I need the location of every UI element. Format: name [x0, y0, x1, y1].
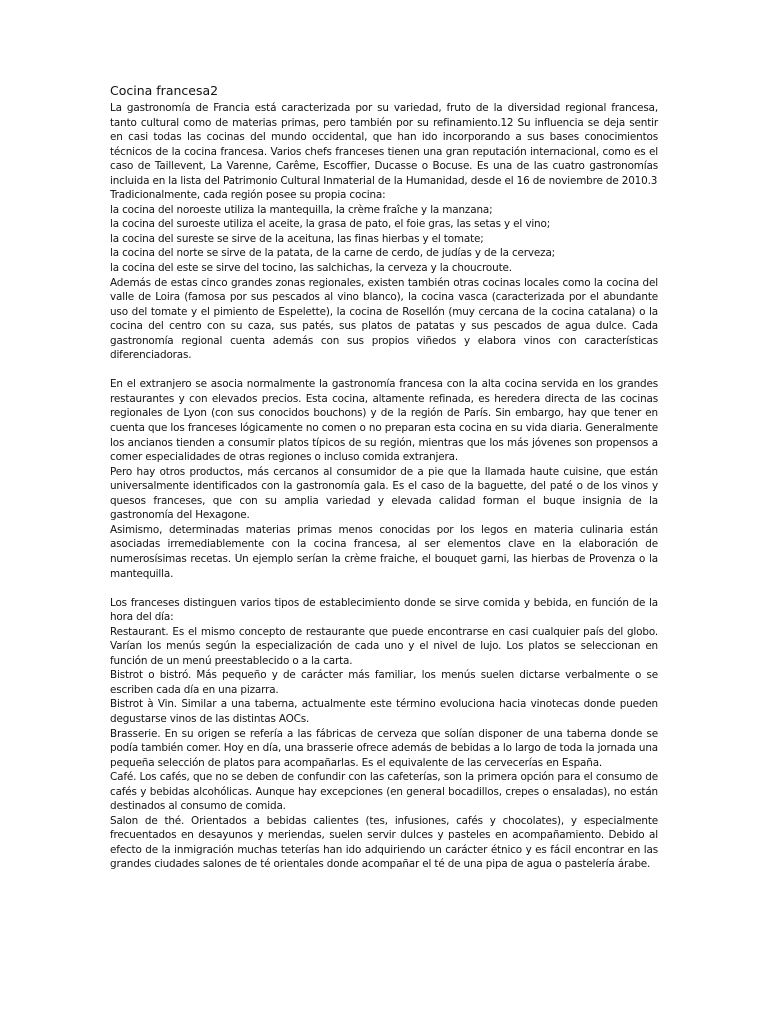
paragraph-region-southeast: la cocina del sureste se sirve de la aceituna, las finas hierbas y el tomate; — [110, 232, 484, 245]
paragraph-regions-intro: Tradicionalmente, cada región posee su propia cocina: — [110, 189, 386, 202]
paragraph-region-southwest: la cocina del suroeste utiliza el aceite, la grasa de pato, el foie gras, las setas y el vino; — [110, 218, 551, 231]
paragraph-bistrot: Bistrot o bistró. Más pequeño y de carácter más familiar, los menús suelen dictarse verbalmente o se escriben cada día en una pizarra. — [110, 669, 658, 696]
paragraph-establishments-intro: Los franceses distinguen varios tipos de establecimiento donde se sirve comida y bebida, en función de la hora del día: — [110, 596, 658, 624]
paragraph-bistrot-a-vin: Bistrot à Vin. Similar a una taberna, actualmente este término evoluciona hacia vinotecas donde pueden degustarse vinos de las distintas AOCs. — [110, 698, 658, 725]
paragraph-brasserie: Brasserie. En su origen se refería a las fábricas de cerveza que solían disponer de una taberna donde se podía también comer. Hoy en día, una brasserie ofrece además de bebidas a lo largo de toda la jornada una pequeña selección de platos para acompañarlas. Es el equivalente de las cervecerías en España. — [110, 727, 659, 769]
paragraph-cafe: Café. Los cafés, que no se deben de confundir con las cafeterías, son la primera opción para el consumo de cafés y bebidas alcohólicas. Aunque hay excepciones (en general bocadillos, crepes o ensaladas), no están destinados al consumo de comida. — [110, 771, 658, 813]
paragraph-region-east: la cocina del este se sirve del tocino, las salchichas, la cerveza y la choucroute. — [110, 262, 512, 275]
paragraph-salon-de-the: Salon de thé. Orientados a bebidas calientes (tes, infusiones, cafés y chocolates), y especialmente frecuentados en desayunos y meriendas, suelen servir dulces y pasteles en acompañamiento. Debido al efecto de la inmigración muchas teterías han ido adquiriendo un carácter étnico y es fácil encontrar en las grandes ciudades salones de té orientales donde acompañar el té de una pipa de agua o pastelería árabe. — [110, 814, 658, 871]
document-title: Cocina francesa2 — [110, 83, 219, 98]
document-page — [110, 83, 658, 872]
paragraph-abroad: En el extranjero se asocia normalmente la gastronomía francesa con la alta cocina servida en los grandes restaurantes y con elevados precios. Esta cocina, altamente refinada, es heredera directa de las cocinas regionales de Lyon (con sus conocidos bouchons) y de la región de París. Sin embargo, hay que tener en cuenta que los franceses lógicamente no comen o no preparan esta cocina en su vida diaria. Generalmente los ancianos tienden a consumir platos típicos de su región, mientras que los más jóvenes son propensos a comer especialidades de otras regiones o incluso comida extranjera. — [110, 378, 658, 464]
paragraph-products: Pero hay otros productos, más cercanos al consumidor de a pie que la llamada haute cuisine, que están universalmente identificados con la gastronomía gala. Es el caso de la baguette, del paté o de los vinos y quesos franceses, que con su amplia variedad y elevada calidad forman el buque insignia de la gastronomía del Hexagone. — [110, 465, 658, 522]
blank-line — [110, 581, 658, 596]
paragraph-restaurant: Restaurant. Es el mismo concepto de restaurante que puede encontrarse en casi cualquier país del globo. Varían los menús según la especialización de cada uno y el nivel de lujo. Los platos se seleccionan en función de un menú preestablecido o a la carta. — [110, 625, 658, 667]
paragraph-region-northwest: la cocina del noroeste utiliza la mantequilla, la crème fraîche y la manzana; — [110, 203, 493, 216]
paragraph-intro: La gastronomía de Francia está caracterizada por su variedad, fruto de la diversidad regional francesa, tanto cultural como de materias primas, pero también por su refinamiento.12 Su influencia se deja sentir en casi todas las cocinas del mundo occidental, que han ido incorporando a sus bases conocimientos técnicos de la cocina francesa. Varios chefs franceses tienen una gran reputación internacional, como es el caso de Taillevent, La Varenne, Carême, Escoffier, Ducasse o Bocuse. Es una de las cuatro gastronomías incluida en la lista del Patrimonio Cultural Inmaterial de la Humanidad, desde el 16 de noviembre de 2010.3 — [110, 102, 658, 187]
paragraph-region-north: la cocina del norte se sirve de la patata, de la carne de cerdo, de judías y de la cerveza; — [110, 247, 556, 260]
blank-line — [110, 363, 658, 378]
paragraph-local-cuisines: Además de estas cinco grandes zonas regionales, existen también otras cocinas locales como la cocina del valle de Loira (famosa por sus pescados al vino blanco), la cocina vasca (caracterizada por el abundante uso del tomate y el pimiento de Espelette), la cocina de Rosellón (muy cercana de la cocina catalana) o la cocina del centro con su caza, sus patés, sus platos de patatas y sus pescados de agua dulce. Cada gastronomía regional cuenta además con sus propios viñedos y elabora vinos con características diferenciadoras. — [110, 276, 658, 362]
paragraph-raw-materials: Asimismo, determinadas materias primas menos conocidas por los legos en materia culinaria están asociadas irremediablemente con la cocina francesa, al ser elementos clave en la elaboración de numerosísimas recetas. Un ejemplo serían la crème fraiche, el bouquet garni, las hierbas de Provenza o la mantequilla. — [110, 523, 658, 580]
